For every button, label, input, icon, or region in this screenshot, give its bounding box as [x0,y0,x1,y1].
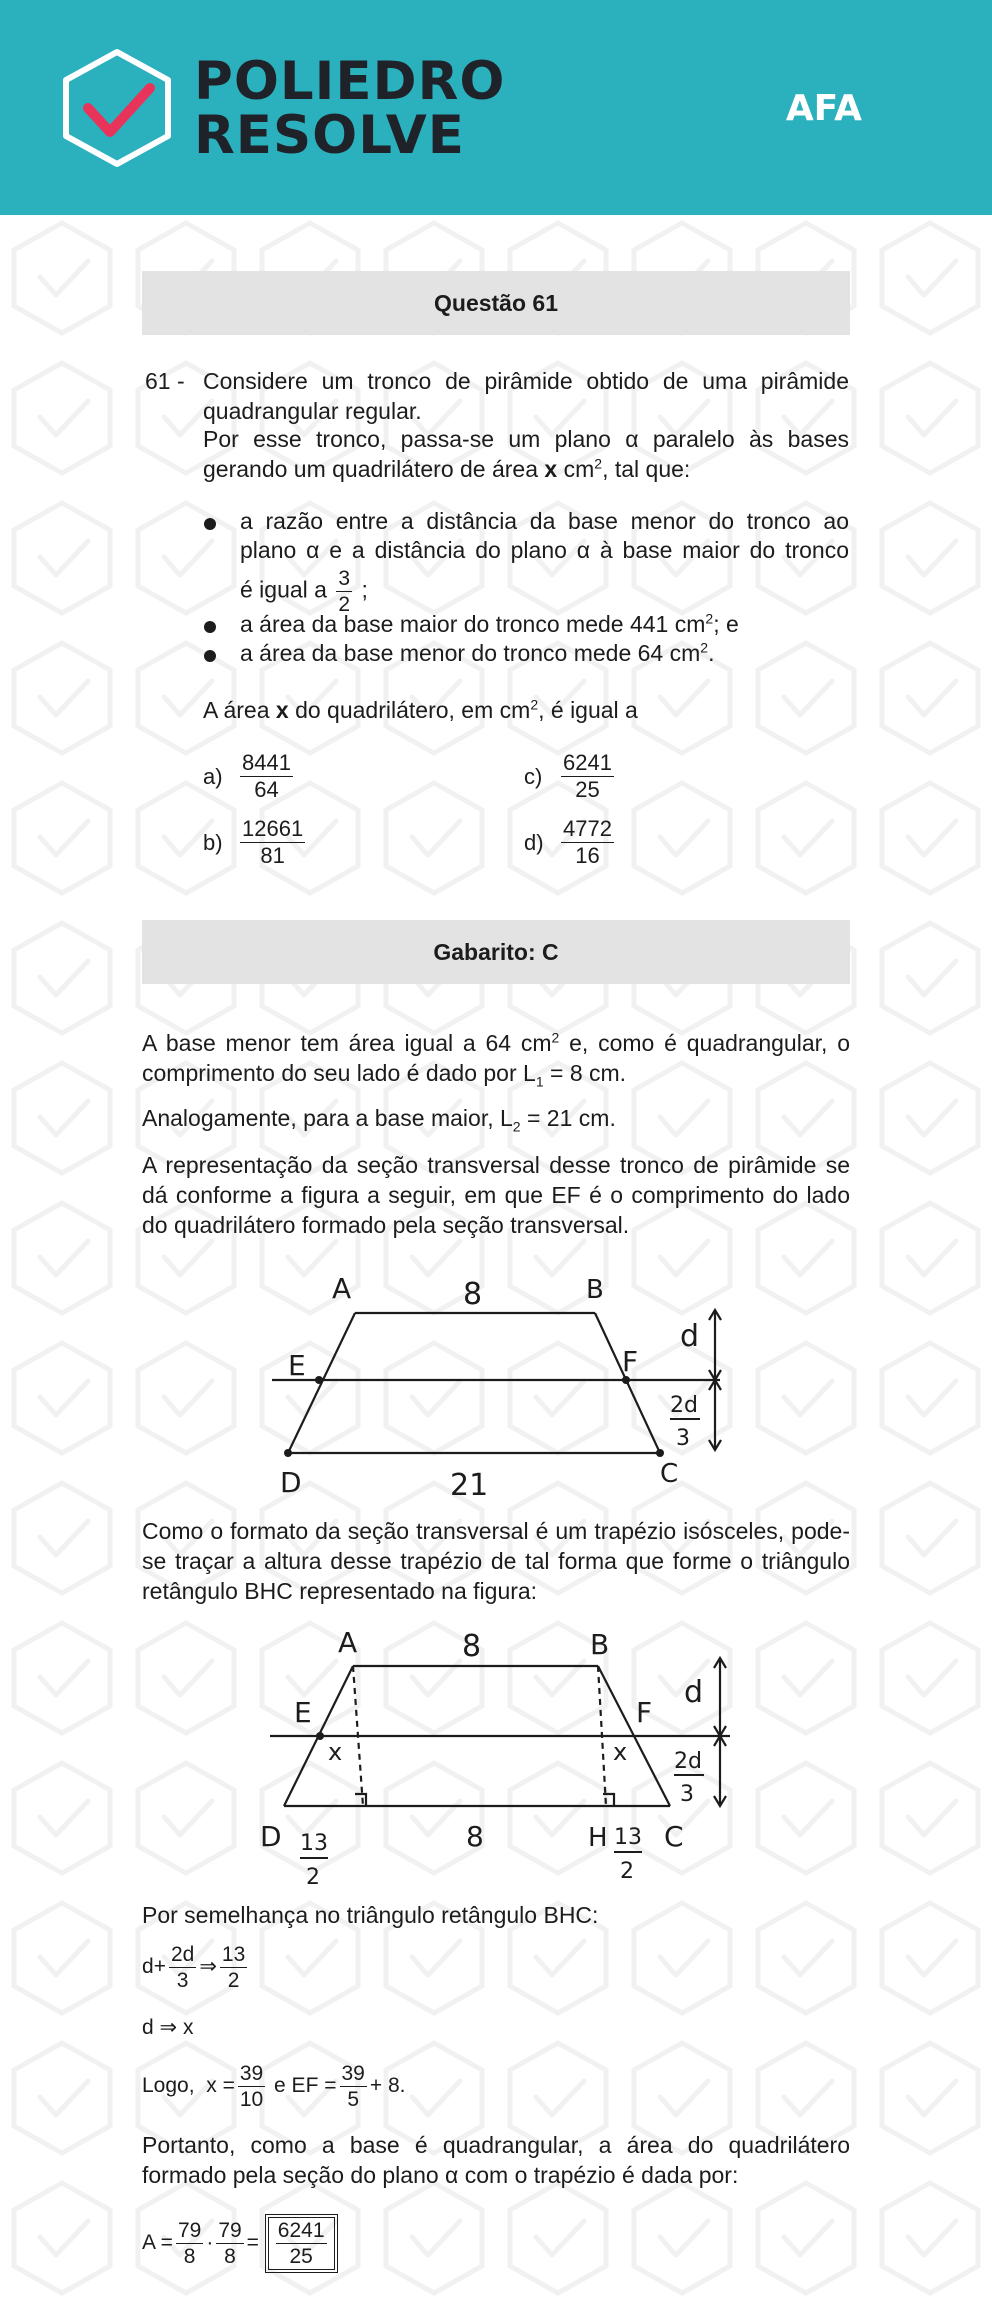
label-e: E [294,1696,312,1729]
label-13-left-den: 2 [306,1865,320,1888]
label-x-right: x [613,1738,628,1766]
solution-para1: A base menor tem área igual a 64 $cm^2$ e, como é quadrangular, o comprimento do seu lado é dado por $L_1 = 8$ cm. [142,1029,850,1090]
brand-name-line1: POLIEDRO [194,51,506,112]
point-c [656,1449,664,1457]
label-e: E [288,1349,306,1382]
question-title-bar: Questão 61 [142,271,850,335]
label-d-height: d [684,1675,704,1710]
exam-label: AFA [785,88,862,129]
option-d[interactable]: d) $\frac{4772}{16}$ [524,816,612,868]
final-answer-box: $\frac{6241}{25}$ [265,2214,338,2273]
label-a: A [332,1272,352,1305]
question-number: 61 - [145,368,185,394]
bullet3: a área da base menor do tronco mede 64 $cm^2$. [240,639,715,666]
label-c: C [664,1820,684,1853]
bullet2: a área da base maior do tronco mede 441 $cm^2$; e [240,610,739,637]
solution-para5: Por semelhança no triângulo retângulo BHC: [142,1902,599,1928]
similarity-equation-1: d+ $\frac{2d}{3}$ ⇒ $\frac{13}{2}$ [142,1943,246,1992]
point-d [284,1449,292,1457]
right-angle-mark [355,1794,366,1806]
label-13-left-num: 13 [300,1831,328,1856]
ratio-fraction: $\frac{3}{2}$ [338,567,351,616]
label-top-length: 8 [463,1277,483,1312]
option-a[interactable]: a) $\frac{8441}{64}$ [203,750,291,802]
label-b: B [590,1628,610,1661]
label-13-right-num: 13 [614,1825,642,1850]
solution-para6: Portanto, como a base é quadrangular, a área do quadrilátero formado pela seção do plano α com o trapézio é dada por: [142,2132,850,2188]
label-f: F [622,1345,639,1378]
poliedro-check-logo-icon [58,46,176,170]
solution-para4: Como o formato da seção transversal é um trapézio isósceles, pode-se traçar a altura desse trapézio de tal forma que forme o triângulo retângulo BHC representado na figura: [142,1518,850,1604]
label-bottom-length: 8 [466,1820,484,1853]
similarity-equation-2: d ⇒ x [142,2016,194,2039]
label-d-vertex: D [260,1820,282,1853]
solution-para2: Analogamente, para a base maior, $L_2 = 21$ cm. [142,1105,616,1135]
label-top-length: 8 [462,1629,482,1664]
brand-name-line2: RESOLVE [194,105,465,166]
trapezoid-figure-2 [260,1618,760,1888]
header-band [0,0,992,215]
option-c[interactable]: c) $\frac{6241}{25}$ [524,750,612,802]
label-2d-num: 2d [670,1393,698,1418]
bullet-dot [204,621,216,633]
label-2d-den: 3 [680,1782,694,1807]
result-x-ef: Logo, x = $\frac{39}{10}$ e EF = $\frac{39}{5}$ + 8. [142,2062,406,2111]
point-e [316,1732,324,1740]
label-2d-num: 2d [674,1749,702,1774]
final-area-equation: A = $\frac{79}{8}$ · $\frac{79}{8}$ = $\frac{6241}{25}$ [142,2214,338,2273]
question-ask: A área x do quadrilátero, em $cm^2$, é igual a [203,696,638,723]
point-e [315,1376,323,1384]
bullet-dot [204,518,216,530]
label-f: F [636,1696,653,1729]
label-2d-den: 3 [676,1426,690,1451]
bullet1-line2: plano α e a distância do plano α à base maior do tronco [240,537,849,563]
option-b[interactable]: b) $\frac{12661}{81}$ [203,816,304,868]
label-bottom-length: 21 [450,1468,489,1500]
label-b: B [586,1275,604,1305]
label-x-left: x [328,1738,343,1766]
bullet-dot [204,650,216,662]
question-intro2: Por esse tronco, passa-se um plano α paralelo às bases gerando um quadrilátero de área x $cm^2$, tal que: [203,426,849,482]
label-13-right-den: 2 [620,1859,634,1884]
bullet1-line1: a razão entre a distância da base menor do tronco ao [240,508,849,534]
label-d-vertex: D [280,1466,302,1499]
solution-para3: A representação da seção transversal desse tronco de pirâmide se dá conforme a figura a seguir, em que EF é o comprimento do lado do quadrilátero formado pela seção transversal. [142,1152,850,1238]
label-h: H [588,1823,608,1853]
bullet1-line3: é igual a $\frac{3}{2}$ ; [240,567,368,616]
label-a: A [338,1626,358,1659]
label-d-height: d [680,1319,700,1354]
label-c: C [660,1459,679,1489]
trapezoid-figure-1 [260,1270,760,1500]
answer-key-bar: Gabarito: C [142,920,850,984]
question-intro1: Considere um tronco de pirâmide obtido de uma pirâmide quadrangular regular. [203,368,849,424]
